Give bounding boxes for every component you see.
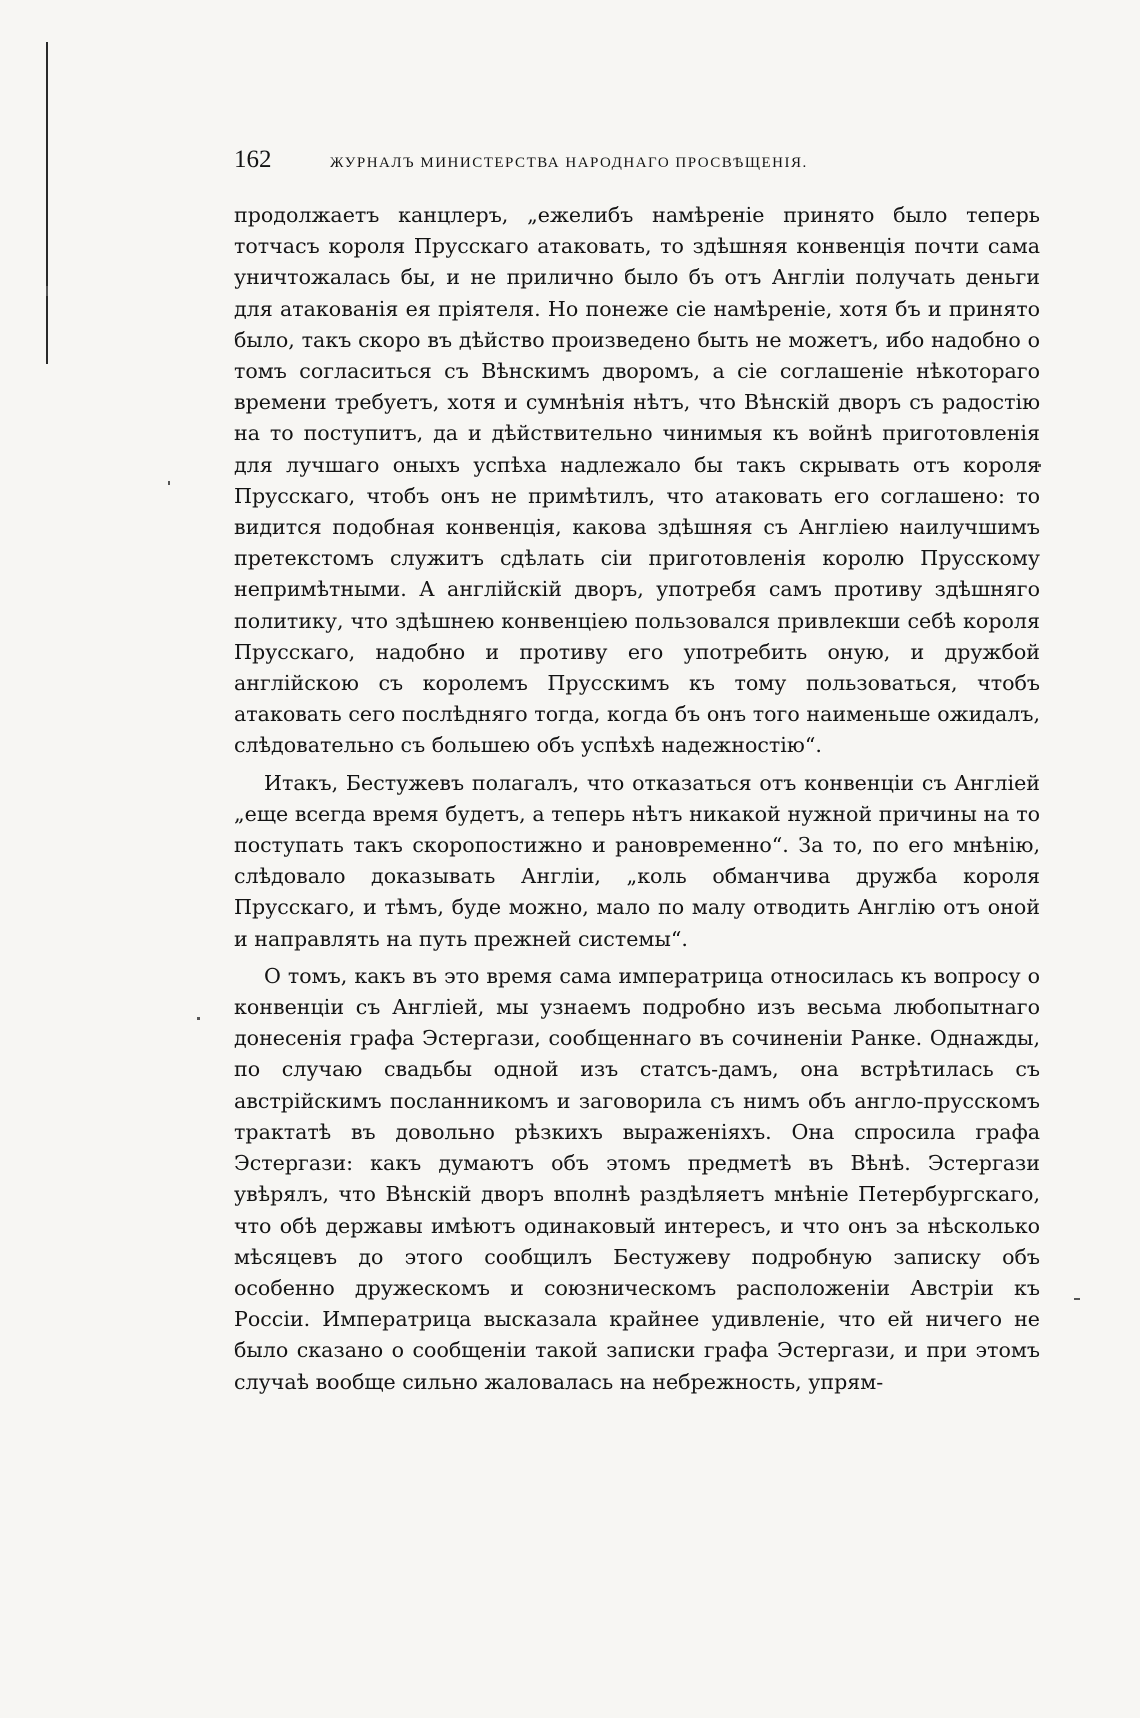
document-page: [234, 146, 1040, 1398]
scan-mark: [1074, 1298, 1080, 1300]
scan-mark: [168, 481, 170, 485]
paragraph: продолжаетъ канцлеръ, „ежелибъ намѣреніе принято было теперь тотчасъ короля Прусскаго атаковать, то здѣшняя конвенція почти сама уничтожалась бы, и не прилично было бъ отъ Англіи получать деньги для атакованія ея пріятеля. Но понеже сіе намѣреніе, хотя бъ и принято было, такъ скоро въ дѣйство произведено быть не можетъ, ибо надобно о томъ согласиться съ Вѣнскимъ дворомъ, а сіе соглашеніе нѣкотораго времени требуетъ, хотя и сумнѣнія нѣтъ, что Вѣнскій дворъ съ радостію на то поступитъ, да и дѣйствительно чинимыя къ войнѣ приготовленія для лучшаго оныхъ успѣха надлежало бы такъ скрывать отъ короля Прусскаго, чтобъ онъ не примѣтилъ, что атаковать его соглашено: то видится подобная конвенція, какова здѣшняя съ Англіею наилучшимъ претекстомъ служитъ сдѣлать сіи приготовленія королю Прусскому непримѣтными. А англійскій дворъ, употребя самъ противу здѣшняго политику, что здѣшнею конвенціею пользовался привлекши себѣ короля Прусскаго, надобно и противу его употребить оную, и дружбой англійскою съ королемъ Прусскимъ къ тому пользоваться, чтобъ атаковать сего послѣдняго тогда, когда бъ онъ того наименьше ожидалъ, слѣдовательно съ большею объ успѣхѣ надежностію“.: [234, 203, 1040, 758]
body-text: [234, 200, 1040, 1398]
paragraph: О томъ, какъ въ это время сама императрица относилась къ вопросу о конвенціи съ Англіей, мы узнаемъ подробно изъ весьма любопытнаго донесенія графа Эстергази, сообщеннаго въ сочиненіи Ранке. Однажды, по случаю свадьбы одной изъ статсъ-дамъ, она встрѣтилась съ австрійскимъ посланникомъ и заговорила съ нимъ объ англо-прусскомъ трактатѣ въ довольно рѣзкихъ выраженіяхъ. Она спросила графа Эстергази: какъ думаютъ объ этомъ предметѣ въ Вѣнѣ. Эстергази увѣрялъ, что Вѣнскій дворъ вполнѣ раздѣляетъ мнѣніе Петербургскаго, что обѣ державы имѣютъ одинаковый интересъ, и что онъ за нѣсколько мѣсяцевъ до этого сообщилъ Бестужеву подробную записку объ особенно дружескомъ и союзническомъ расположеніи Австріи къ Россіи. Императрица высказала крайнее удивленіе, что ей ничего не было сказано о сообщеніи такой записки графа Эстергази, и при этомъ случаѣ вообще сильно жаловалась на небрежность, упрям-: [234, 963, 1040, 1394]
running-header: [234, 146, 1040, 186]
scan-edge-line: [46, 42, 48, 364]
scan-mark: [197, 1017, 200, 1020]
scan-mark: [46, 286, 48, 296]
page-number: 162: [234, 146, 272, 173]
journal-title: ЖУРНАЛЪ МИНИСТЕРСТВА НАРОДНАГО ПРОСВѢЩЕНІЯ.: [330, 155, 808, 171]
paragraph: Итакъ, Бестужевъ полагалъ, что отказаться отъ конвенціи съ Англіей „еще всегда время будетъ, а теперь нѣтъ никакой нужной причины на то поступать такъ скоропостижно и рановременно“. За то, по его мнѣнію, слѣдовало доказывать Англіи, „коль обманчива дружба короля Прусскаго, и тѣмъ, буде можно, мало по малу отводить Англію отъ оной и направлять на путь прежней системы“.: [234, 770, 1040, 951]
